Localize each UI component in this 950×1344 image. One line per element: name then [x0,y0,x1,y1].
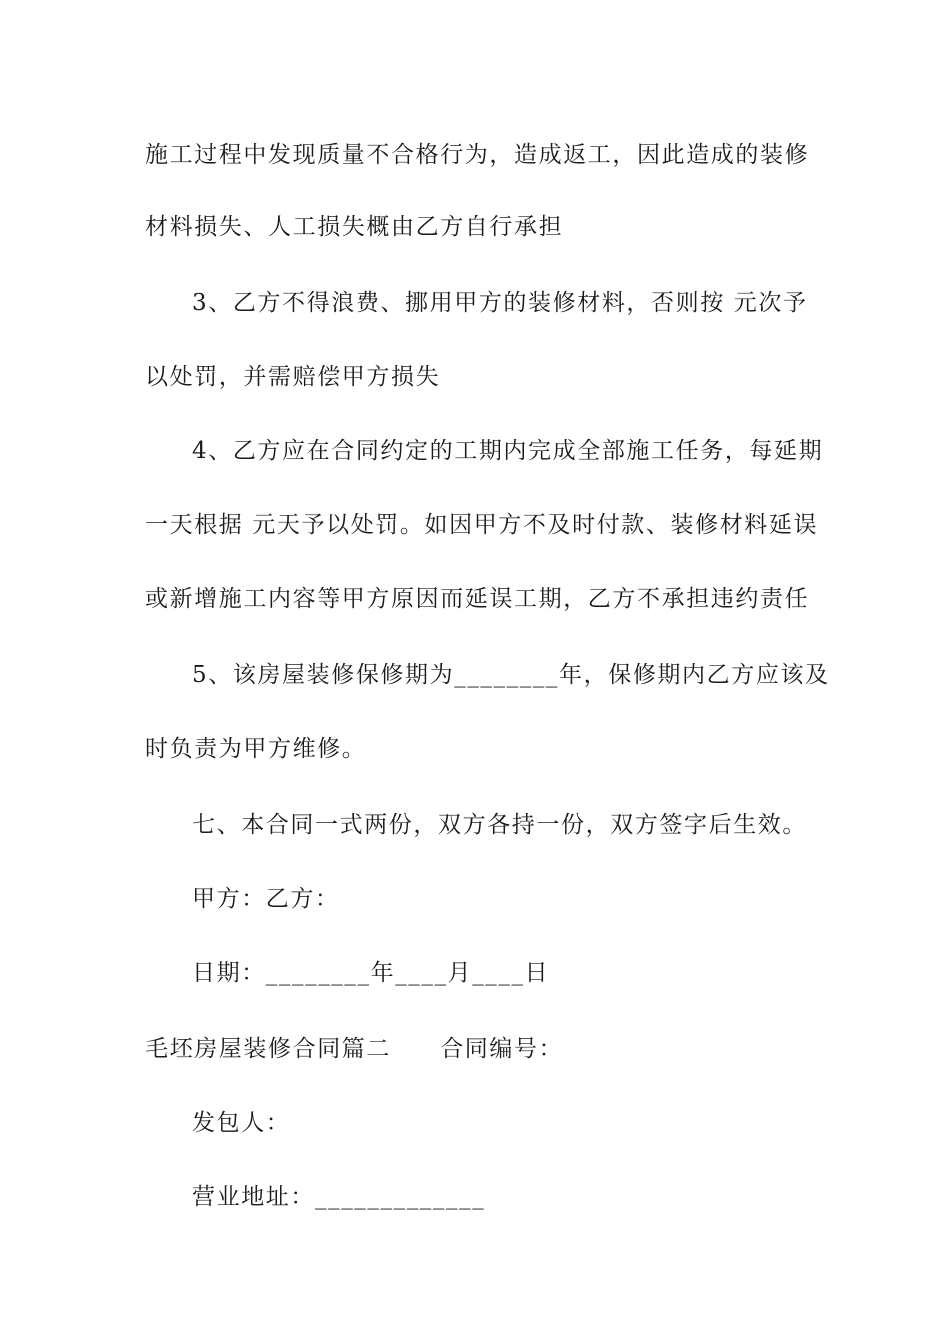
paragraph-line: 时负责为甲方维修。 [145,736,367,762]
clause-7-line: 七、本合同一式两份，双方各持一份，双方签字后生效。 [192,812,807,838]
contractor-field: 发包人： [192,1110,291,1136]
clause-4-line: 4、乙方应在合同约定的工期内完成全部施工任务，每延期 [192,438,824,464]
signature-date: 日期：________年____月____日 [192,960,550,986]
signature-parties: 甲方：乙方： [192,886,340,912]
paragraph-line: 或新增施工内容等甲方原因而延误工期，乙方不承担违约责任 [145,586,810,612]
clause-3-line: 3、乙方不得浪费、挪用甲方的装修材料，否则按 元次予 [192,290,808,316]
clause-5-line: 5、该房屋装修保修期为________年，保修期内乙方应该及 [192,662,830,688]
paragraph-line: 材料损失、人工损失概由乙方自行承担 [145,214,564,240]
paragraph-line: 施工过程中发现质量不合格行为，造成返工，因此造成的装修 [145,142,810,168]
paragraph-line: 以处罚，并需赔偿甲方损失 [145,364,441,390]
business-address-field: 营业地址：_____________ [192,1184,486,1210]
paragraph-line: 一天根据 元天予以处罚。如因甲方不及时付款、装修材料延误 [145,512,819,538]
section-heading: 毛坯房屋装修合同篇二 合同编号： [145,1036,564,1062]
